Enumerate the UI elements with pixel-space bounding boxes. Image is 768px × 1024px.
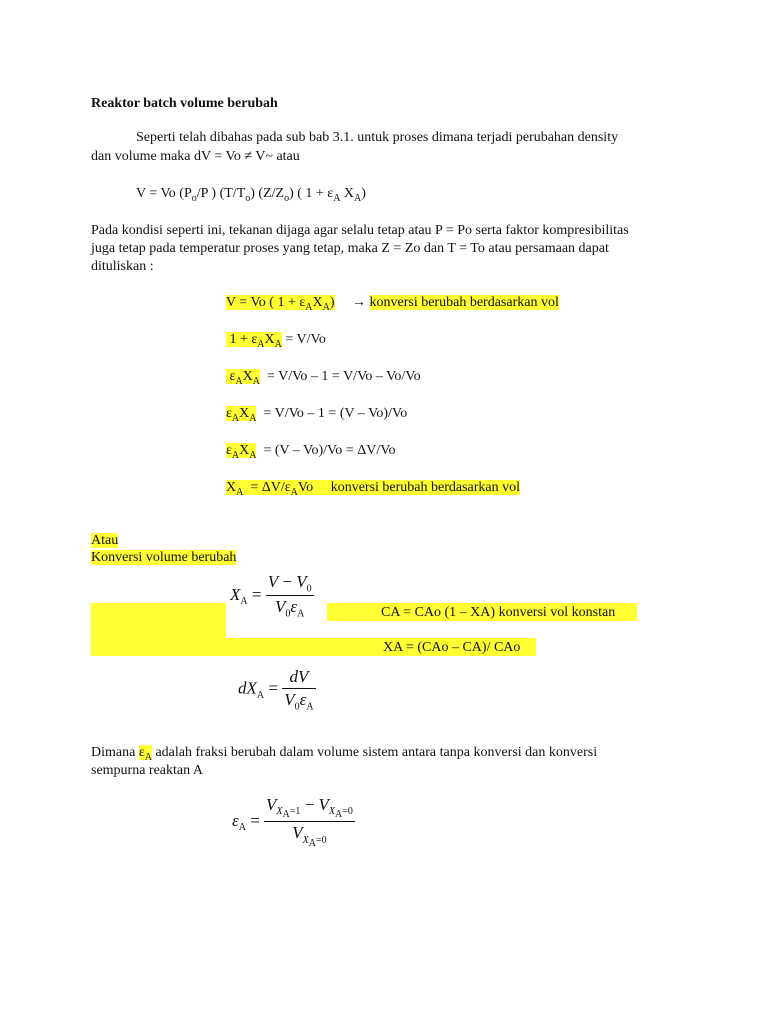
step-4: $\varepsilon_AX_A = V/Vo - 1 = (V - Vo)/Vo$: [226, 406, 408, 424]
intro-line-1: Seperti telah dibahas pada sub bab 3.1. untuk proses dimana terjadi perubahan density: [136, 130, 619, 145]
xa-equation: XA = (CAo – CA)/ CAo: [383, 640, 521, 655]
step-1: V = Vo ( $1 + \varepsilon_AX_A$) → konversi berubah berdasarkan vol: [226, 295, 559, 313]
highlight-block: [91, 603, 226, 621]
step-2: $1 + \varepsilon_AX_A = V/Vo$: [226, 332, 326, 350]
main-equation: V = Vo ($P_o/P$ ) $(T/T_o)$ $(Z/Z_o)$ ( $1 + \varepsilon_A$ $X_A$): [136, 186, 366, 204]
step-5: $\varepsilon_AX_A = (V - Vo)/Vo = \Delta V/Vo$: [226, 443, 396, 461]
xa-formula: $X_A$ = $\frac{V - V_0}{V_0\varepsilon_A}$: [230, 572, 312, 620]
dimana-line-1: Dimana $\varepsilon_A$ adalah fraksi berubah dalam volume sistem antara tanpa konversi dan konversi: [91, 745, 598, 763]
dxa-formula: $dX_A$ = $\frac{dV}{V_0\varepsilon_A}$: [238, 667, 314, 713]
intro-line-2: dan volume maka dV = Vo ≠ V~ atau: [91, 149, 300, 164]
ca-equation: CA = CAo (1 – XA) konversi vol konstan: [381, 605, 616, 620]
step-6: $X_A = \Delta V/\varepsilon_AVo$ konversi berubah berdasarkan vol: [226, 480, 521, 498]
highlight-block: [91, 621, 226, 656]
step-3: $\varepsilon_AX_A = V/Vo - 1 = V/Vo - Vo/Vo$: [226, 369, 421, 387]
arrow-icon: →: [352, 295, 367, 310]
epsilon-formula: $\varepsilon_A$ = $\frac{V_{X_A=1} - V_{X_A=0}}{V_{X_A=0}}$: [232, 795, 353, 849]
atau-label: Atau: [91, 533, 119, 548]
paragraph-line-3: dituliskan :: [91, 259, 154, 274]
page-title: Reaktor batch volume berubah: [91, 96, 278, 111]
konversi-label: Konversi volume berubah: [91, 550, 237, 565]
dimana-line-2: sempurna reaktan A: [91, 763, 203, 778]
paragraph-line-1: Pada kondisi seperti ini, tekanan dijaga agar selalu tetap atau P = Po serta faktor kompresibilitas: [91, 223, 629, 238]
paragraph-line-2: juga tetap pada temperatur proses yang tetap, maka Z = Zo dan T = To atau persamaan dapat: [91, 241, 609, 256]
